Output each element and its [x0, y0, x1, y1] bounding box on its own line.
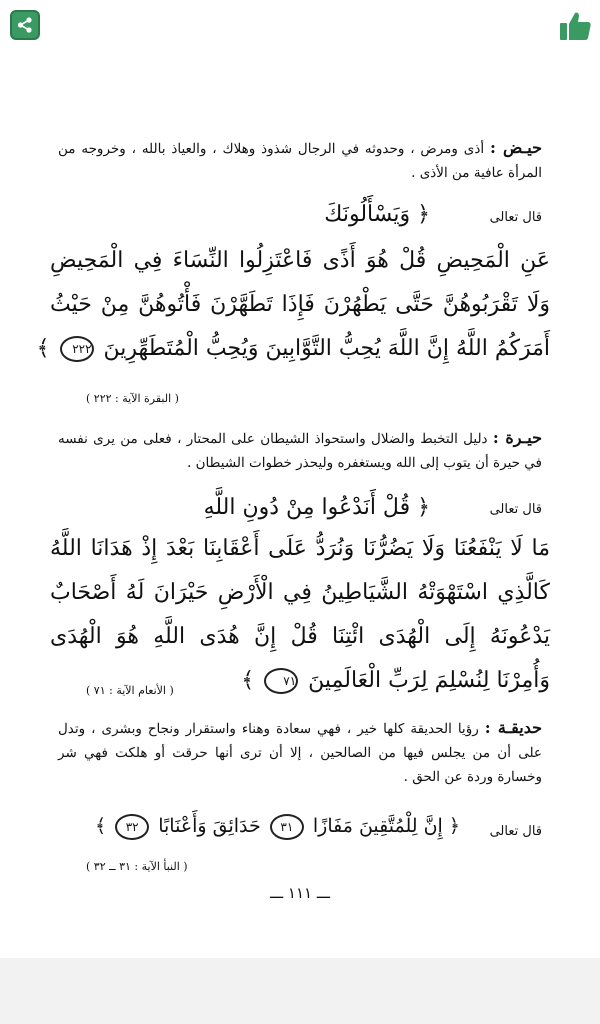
definition-text: رؤيا الحديقة كلها خير ، فهي سعادة وهناء واستقرار ونجاح وبشرى ، وتدل على أن من يجلس فيها من الصالحين ، إلا أن ترى أنها حرقت أو هلكت فهي شر وخسارة وردة عن الحق .	[58, 721, 542, 785]
ayah-number-marker: ٧١	[264, 668, 298, 694]
verse-text: وَأُمِرْنَا لِنُسْلِمَ لِرَبِّ الْعَالَمِينَ	[308, 668, 550, 693]
verse-reference: ( البقرة الآية : ٢٢٢ )	[86, 392, 179, 405]
verse-line: مَا لَا يَنْفَعُنَا وَلَا يَضُرُّنَا وَنُرَدُّ عَلَى أَعْقَابِنَا بَعْدَ إِذْ هَدَانَا اللَّهُ	[50, 536, 550, 561]
ayah-number-marker: ٣٢	[115, 814, 149, 840]
ayah-number-marker: ٢٢٢	[60, 336, 94, 362]
definition-text: دليل التخبط والضلال واستحواذ الشيطان على المحتار ، فعلى من يرى نفسه في حيرة أن يتوب إلى الله ويستغفره وليحذر خطوات الشيطان .	[58, 431, 542, 471]
share-icon	[16, 16, 34, 34]
verse-lead: ﴿ وَيَسْأَلُونَكَ	[324, 202, 430, 227]
verse-line: عَنِ الْمَحِيضِ قُلْ هُوَ أَذًى فَاعْتَزِلُوا النِّسَاءَ فِي الْمَحِيضِ	[50, 248, 550, 273]
verse-reference: ( النبأ الآية : ٣١ ــ ٣٢ )	[86, 860, 188, 873]
term-heading: حيـرة :	[492, 428, 543, 447]
verse-lead: ﴿ قُلْ أَنَدْعُوا مِنْ دُونِ اللَّهِ	[203, 495, 430, 520]
book-page	[0, 52, 600, 958]
verse-line: ﴿ إِنَّ لِلْمُتَّقِينَ مَفَازًا ٣١ حَدَائِقَ وَأَعْنَابًا ٣٢ ﴾	[95, 814, 460, 840]
thumbs-up-icon	[558, 10, 592, 42]
bottom-area	[0, 958, 600, 1024]
definition-paragraph	[58, 716, 542, 789]
verse-line: وَأُمِرْنَا لِنُسْلِمَ لِرَبِّ الْعَالَمِينَ ٧١ ﴾	[241, 668, 550, 693]
definition-paragraph	[58, 426, 542, 475]
like-button[interactable]	[558, 10, 592, 42]
page-number: ـــ ١١١ ـــ	[269, 884, 331, 902]
verse-intro: قال تعالى	[489, 824, 542, 839]
verse-line: وَلَا تَقْرَبُوهُنَّ حَتَّى يَطْهُرْنَ فَإِذَا تَطَهَّرْنَ فَأْتُوهُنَّ مِنْ حَيْثُ	[50, 292, 550, 317]
ayah-number-marker: ٣١	[270, 814, 304, 840]
definition-paragraph	[58, 136, 542, 185]
verse-reference: ( الأنعام الآية : ٧١ )	[86, 684, 174, 697]
verse-line: يَدْعُونَهُ إِلَى الْهُدَى ائْتِنَا قُلْ إِنَّ هُدَى اللَّهِ هُوَ الْهُدَى	[50, 624, 550, 649]
term-heading: حديقـة :	[484, 718, 543, 737]
verse-text: أَمَرَكُمُ اللَّهُ إِنَّ اللَّهَ يُحِبُّ التَّوَّابِينَ وَيُحِبُّ الْمُتَطَهِّرِينَ	[103, 336, 550, 361]
verse-intro: قال تعالى	[489, 210, 542, 225]
verse-line: كَالَّذِي اسْتَهْوَتْهُ الشَّيَاطِينُ فِي الْأَرْضِ حَيْرَانَ لَهُ أَصْحَابٌ	[50, 580, 550, 605]
share-button[interactable]	[10, 10, 40, 40]
verse-intro: قال تعالى	[489, 502, 542, 517]
top-toolbar	[0, 0, 600, 52]
verse-line: أَمَرَكُمُ اللَّهُ إِنَّ اللَّهَ يُحِبُّ التَّوَّابِينَ وَيُحِبُّ الْمُتَطَهِّرِينَ ٢٢٢ ﴾	[36, 336, 550, 361]
term-heading: حيـض :	[489, 138, 543, 157]
verse-text: ﴿ إِنَّ لِلْمُتَّقِينَ مَفَازًا	[312, 815, 460, 837]
verse-text: حَدَائِقَ وَأَعْنَابًا	[158, 815, 261, 837]
definition-text: أذى ومرض ، وحدوثه في الرجال شذوذ وهلاك ، والعياذ بالله ، وخروجه من المرأة عافية من الأذى .	[58, 141, 542, 181]
